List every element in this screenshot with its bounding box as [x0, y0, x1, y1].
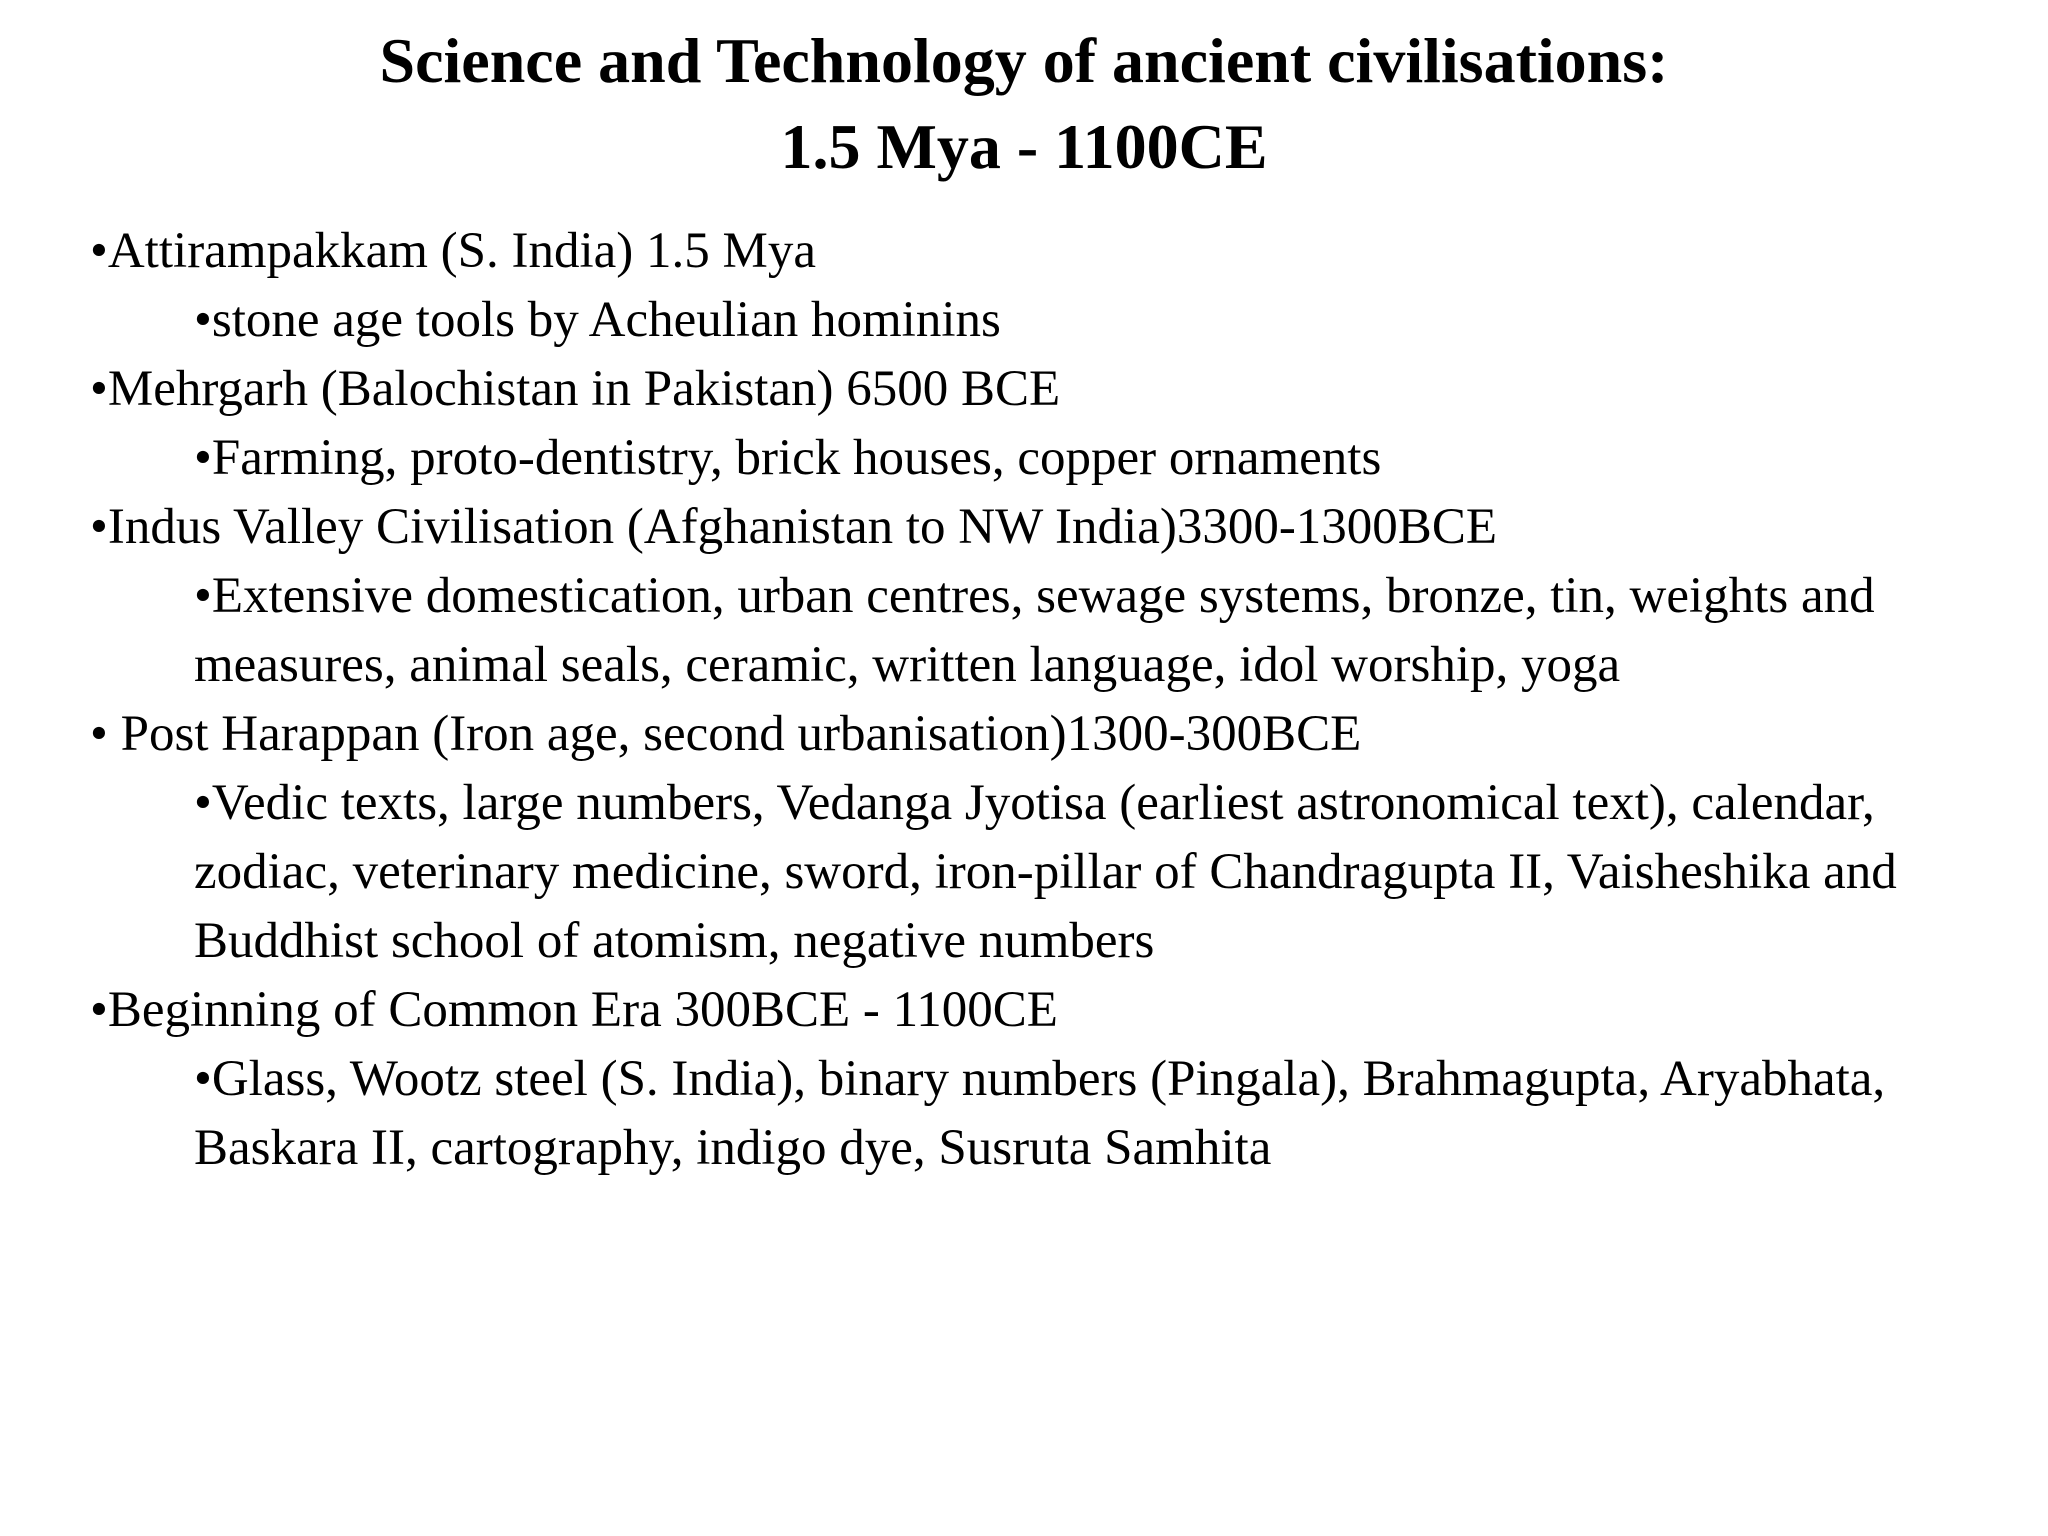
bullet-indus-valley: •Indus Valley Civilisation (Afghanistan to NW India)3300-1300BCE	[90, 499, 1497, 555]
sub-bullet-common-era: •Glass, Wootz steel (S. India), binary numbers (Pingala), Brahmagupta, Aryabhata, Baskara II, cartography, indigo dye, Susruta Samhita	[194, 1051, 1886, 1176]
bullet-post-harappan: • Post Harappan (Iron age, second urbanisation)1300-300BCE	[90, 706, 1362, 762]
slide-title-line-2: 1.5 Mya - 1100CE	[780, 111, 1268, 182]
sub-bullet-mehrgarh: •Farming, proto-dentistry, brick houses, copper ornaments	[194, 430, 1382, 486]
bullet-mehrgarh: •Mehrgarh (Balochistan in Pakistan) 6500 BCE	[90, 361, 1061, 417]
sub-bullet-post-harappan: •Vedic texts, large numbers, Vedanga Jyotisa (earliest astronomical text), calendar, zodiac, veterinary medicine, sword, iron-pillar of Chandragupta II, Vaisheshika and Buddhist school of atomism, negative numbers	[194, 775, 1897, 969]
sub-bullet-indus-valley: •Extensive domestication, urban centres, sewage systems, bronze, tin, weights and measures, animal seals, ceramic, written language, idol worship, yoga	[194, 568, 1875, 693]
slide-title-line-1: Science and Technology of ancient civilisations:	[379, 25, 1669, 96]
bullet-list	[90, 217, 1990, 1183]
bullet-attirampakkam: •Attirampakkam (S. India) 1.5 Mya	[90, 223, 817, 279]
bullet-common-era: •Beginning of Common Era 300BCE - 1100CE	[90, 982, 1058, 1038]
sub-bullet-attirampakkam: •stone age tools by Acheulian hominins	[194, 292, 1001, 348]
slide-title	[0, 18, 2048, 190]
